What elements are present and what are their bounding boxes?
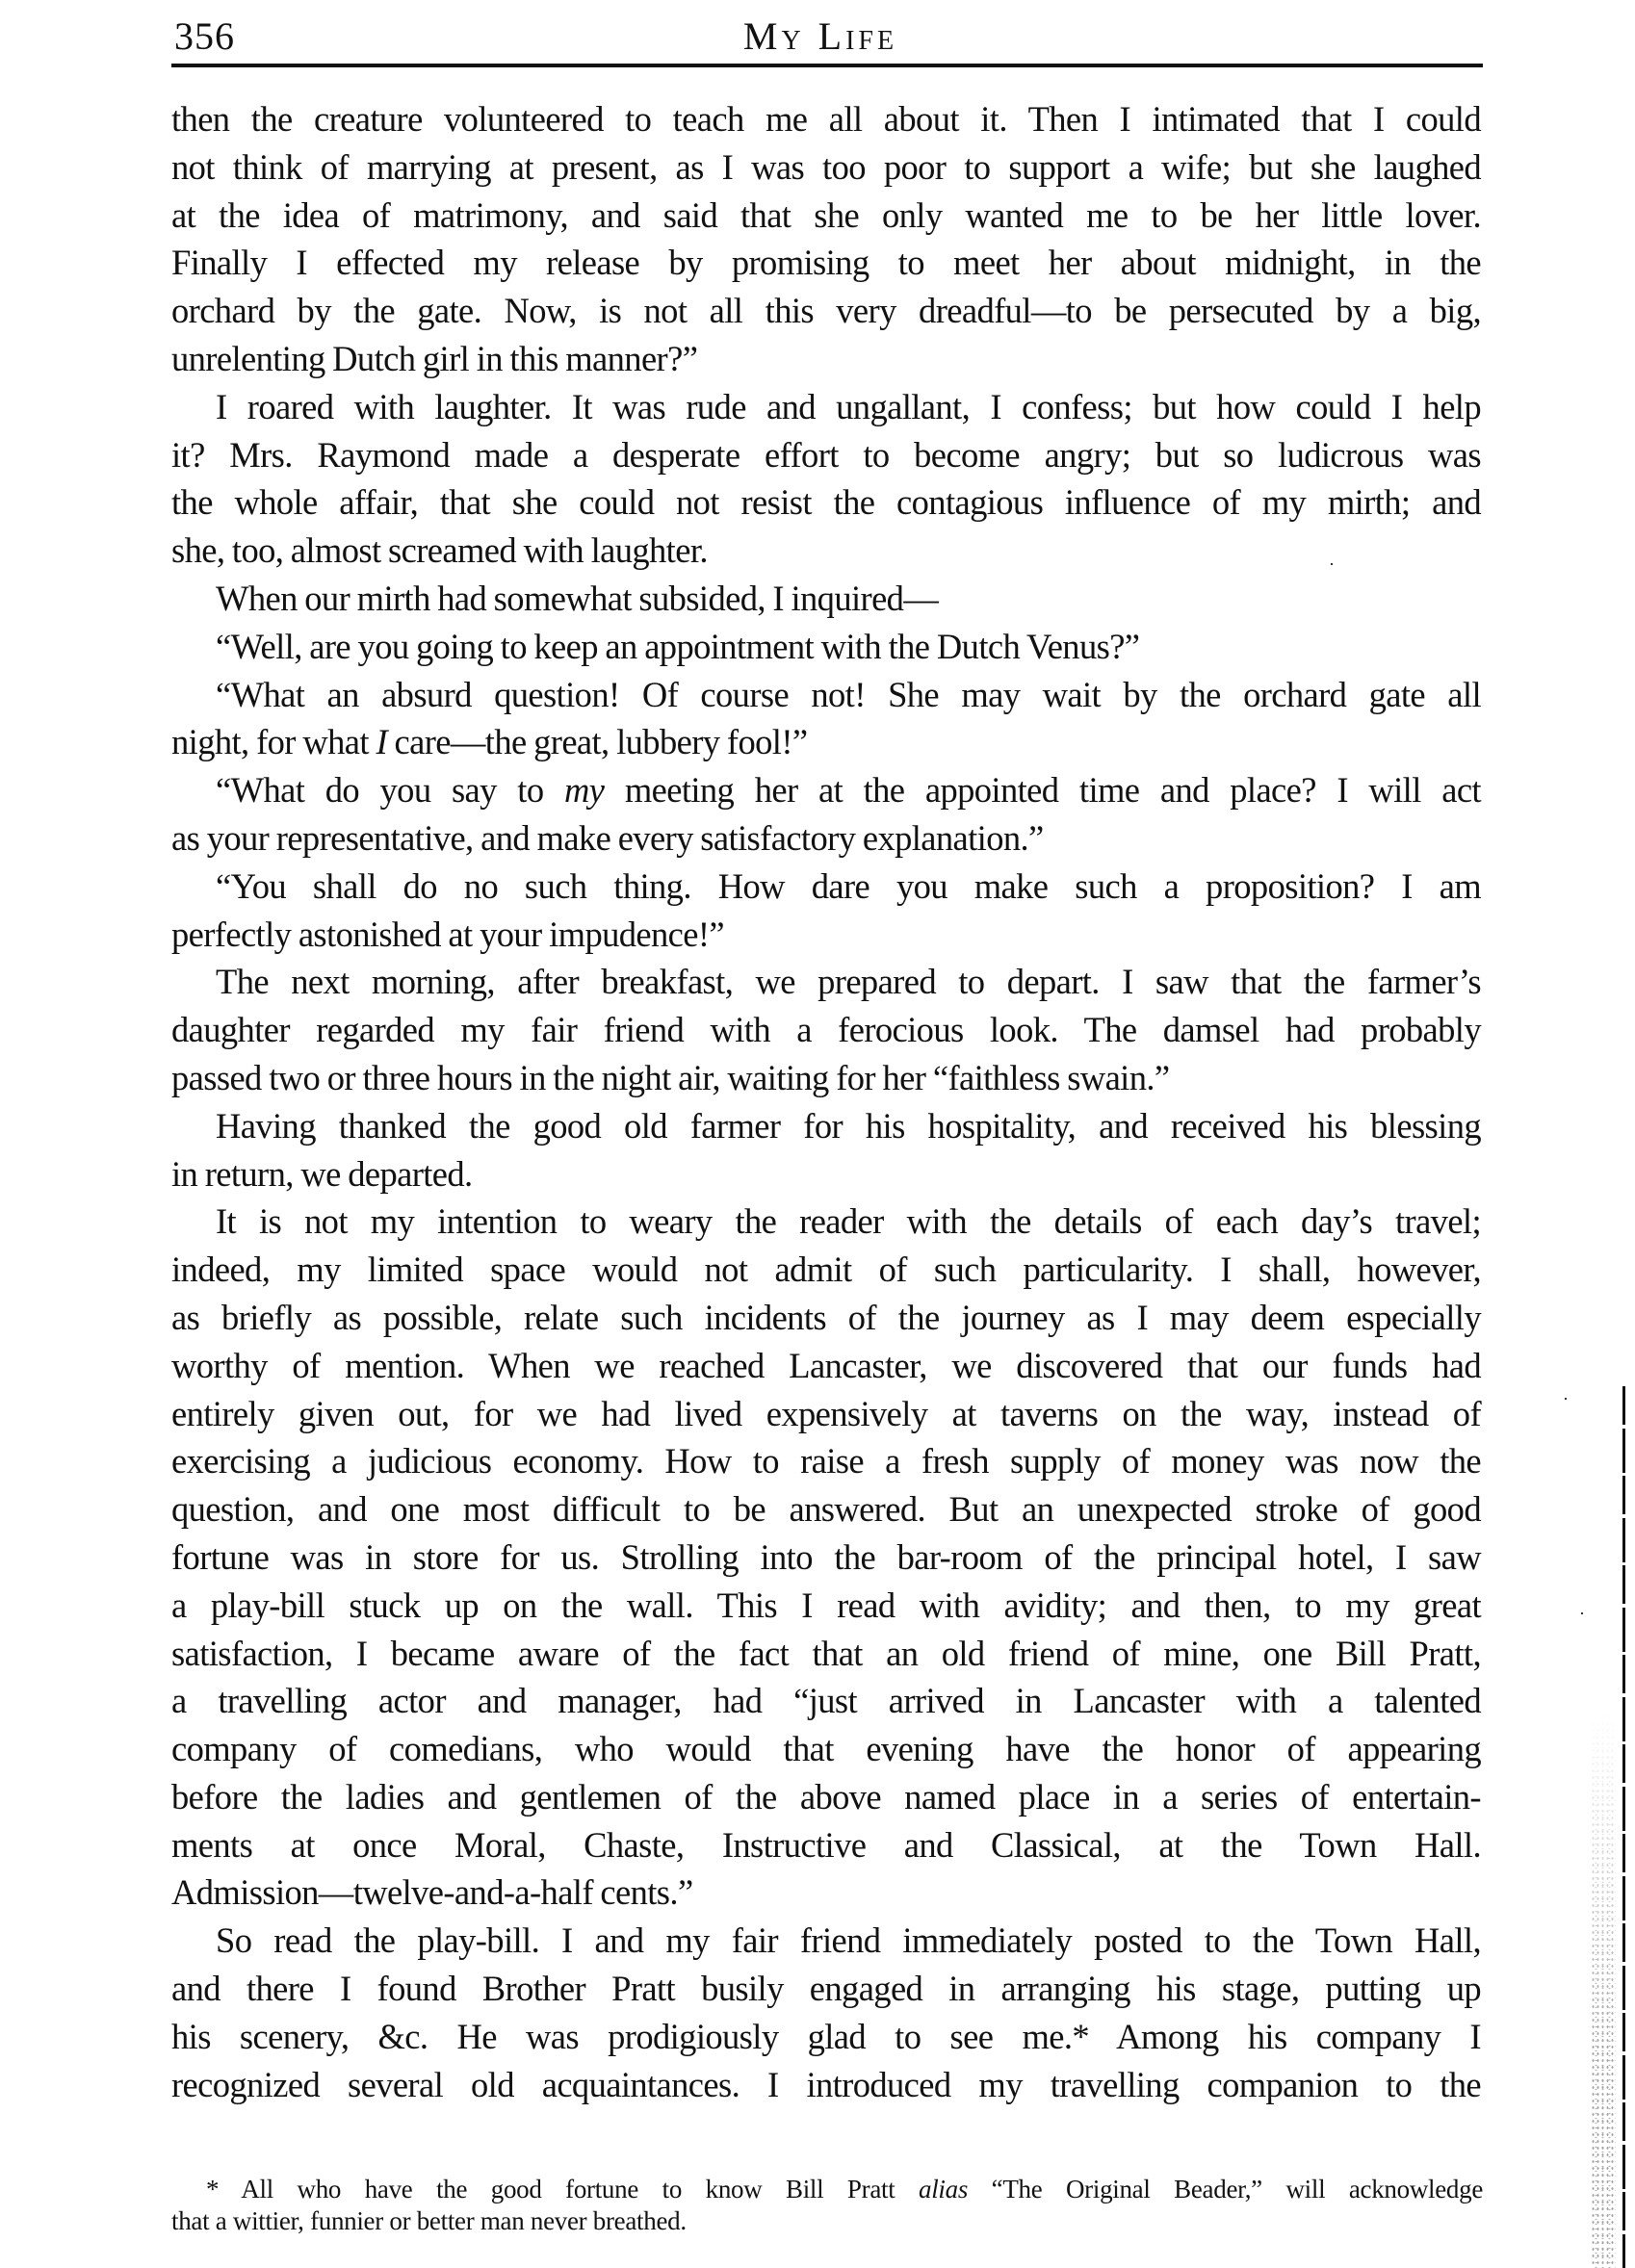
text-line: as briefly as possible, relate such incidents of the journey as I may deem especially bbox=[171, 1297, 1481, 1337]
text-line: satisfaction, I became aware of the fact that an old friend of mine, one Bill Pratt, bbox=[171, 1633, 1481, 1673]
text-line: company of comedians, who would that evening have the honor of appearing bbox=[171, 1729, 1481, 1769]
text-line: and there I found Brother Pratt busily engaged in arranging his stage, putting up bbox=[171, 1969, 1481, 2009]
text-line: the whole affair, that she could not resist the contagious influence of my mirth; and bbox=[171, 482, 1481, 523]
text-line: exercising a judicious economy. How to raise a fresh supply of money was now the bbox=[171, 1441, 1481, 1482]
footnote-line: that a wittier, funnier or better man never breathed. bbox=[171, 2206, 687, 2235]
scan-edge-artifact bbox=[1622, 1386, 1625, 2268]
text-line: before the ladies and gentlemen of the above named place in a series of entertain- bbox=[171, 1776, 1481, 1817]
text-line: Finally I effected my release by promising to meet her about midnight, in the bbox=[171, 243, 1481, 283]
footnote-text: “The Original Beader,” will acknowledge bbox=[968, 2175, 1484, 2204]
text-line: she, too, almost screamed with laughter. bbox=[171, 530, 708, 571]
scan-dot-artifact bbox=[1565, 1398, 1567, 1400]
text-line: daughter regarded my fair friend with a ferocious look. The damsel had probably bbox=[171, 1010, 1481, 1050]
footnote bbox=[171, 2174, 1483, 2237]
running-head-title: My Life bbox=[742, 14, 898, 58]
text-line: it? Mrs. Raymond made a desperate effort to become angry; but so ludicrous was bbox=[171, 434, 1481, 475]
text-line: in return, we departed. bbox=[171, 1153, 473, 1194]
footnote-text: * All who have the good fortune to know Bill Pratt bbox=[206, 2175, 920, 2204]
text-line: The next morning, after breakfast, we prepared to depart. I saw that the farmer’s bbox=[216, 962, 1481, 1002]
header-rule bbox=[171, 64, 1483, 67]
text-line: fortune was in store for us. Strolling into the bar-room of the principal hotel, I saw bbox=[171, 1536, 1481, 1577]
text-line: Having thanked the good old farmer for his hospitality, and received his blessing bbox=[216, 1105, 1481, 1146]
text-line: recognized several old acquaintances. I introduced my travelling companion to the bbox=[171, 2064, 1481, 2104]
text-run: night, for what bbox=[171, 722, 376, 762]
text-line: at the idea of matrimony, and said that she only wanted me to be her little lover. bbox=[171, 194, 1481, 235]
text-line: ments at once Moral, Chaste, Instructive and Classical, at the Town Hall. bbox=[171, 1824, 1481, 1865]
text-run: “What do you say to bbox=[216, 770, 564, 811]
text-line: It is not my intention to weary the reader with the details of each day’s travel; bbox=[216, 1201, 1481, 1242]
text-line: his scenery, &c. He was prodigiously glad to see me.* Among his company I bbox=[171, 2016, 1481, 2056]
text-line: a travelling actor and manager, had “just arrived in Lancaster with a talented bbox=[171, 1681, 1481, 1721]
text-line: entirely given out, for we had lived expensively at taverns on the way, instead of bbox=[171, 1393, 1481, 1433]
text-line: When our mirth had somewhat subsided, I inquired— bbox=[216, 578, 939, 618]
text-line: a play-bill stuck up on the wall. This I read with avidity; and then, to my great bbox=[171, 1585, 1481, 1625]
text-line: indeed, my limited space would not admit of such particularity. I shall, however, bbox=[171, 1250, 1481, 1290]
text-line: then the creature volunteered to teach me all about it. Then I intimated that I could bbox=[171, 99, 1481, 139]
text-line: orchard by the gate. Now, is not all this very dreadful—to be persecuted by a big, bbox=[171, 291, 1481, 331]
text-line: I roared with laughter. It was rude and ungallant, I confess; but how could I help bbox=[216, 386, 1481, 426]
page-number: 356 bbox=[174, 14, 235, 58]
italic-text-run: my bbox=[563, 770, 605, 811]
body-text bbox=[171, 95, 1481, 2108]
text-run: care—the great, lubbery fool!” bbox=[387, 722, 808, 762]
text-line: worthy of mention. When we reached Lancaster, we discovered that our funds had bbox=[171, 1345, 1481, 1385]
scan-speckle-artifact bbox=[1591, 1714, 1616, 2268]
text-line: So read the play-bill. I and my fair friend immediately posted to the Town Hall, bbox=[216, 1920, 1481, 1961]
text-line: question, and one most difficult to be answered. But an unexpected stroke of good bbox=[171, 1489, 1481, 1530]
footnote-italic-text: alias bbox=[919, 2175, 969, 2204]
text-line: Admission—twelve-and-a-half cents.” bbox=[171, 1872, 693, 1913]
footnote-line bbox=[171, 2174, 1483, 2205]
text-line bbox=[171, 766, 1481, 814]
text-line: perfectly astonished at your impudence!” bbox=[171, 914, 725, 954]
text-line: not think of marrying at present, as I was too poor to support a wife; but she laughed bbox=[171, 146, 1481, 187]
text-run: meeting her at the appointed time and place? I will act bbox=[604, 770, 1481, 811]
text-line: unrelenting Dutch girl in this manner?” bbox=[171, 338, 698, 378]
scan-dot-artifact bbox=[1331, 563, 1333, 565]
scan-dot-artifact bbox=[1581, 1612, 1583, 1614]
text-line bbox=[171, 718, 1481, 766]
italic-text-run: I bbox=[376, 722, 388, 762]
text-line: as your representative, and make every satisfactory explanation.” bbox=[171, 817, 1044, 858]
text-line: “You shall do no such thing. How dare you make such a proposition? I am bbox=[216, 865, 1481, 906]
text-line: passed two or three hours in the night air, waiting for her “faithless swain.” bbox=[171, 1057, 1170, 1097]
text-line: “What an absurd question! Of course not! She may wait by the orchard gate all bbox=[216, 674, 1481, 714]
text-line: “Well, are you going to keep an appointment with the Dutch Venus?” bbox=[216, 626, 1140, 666]
